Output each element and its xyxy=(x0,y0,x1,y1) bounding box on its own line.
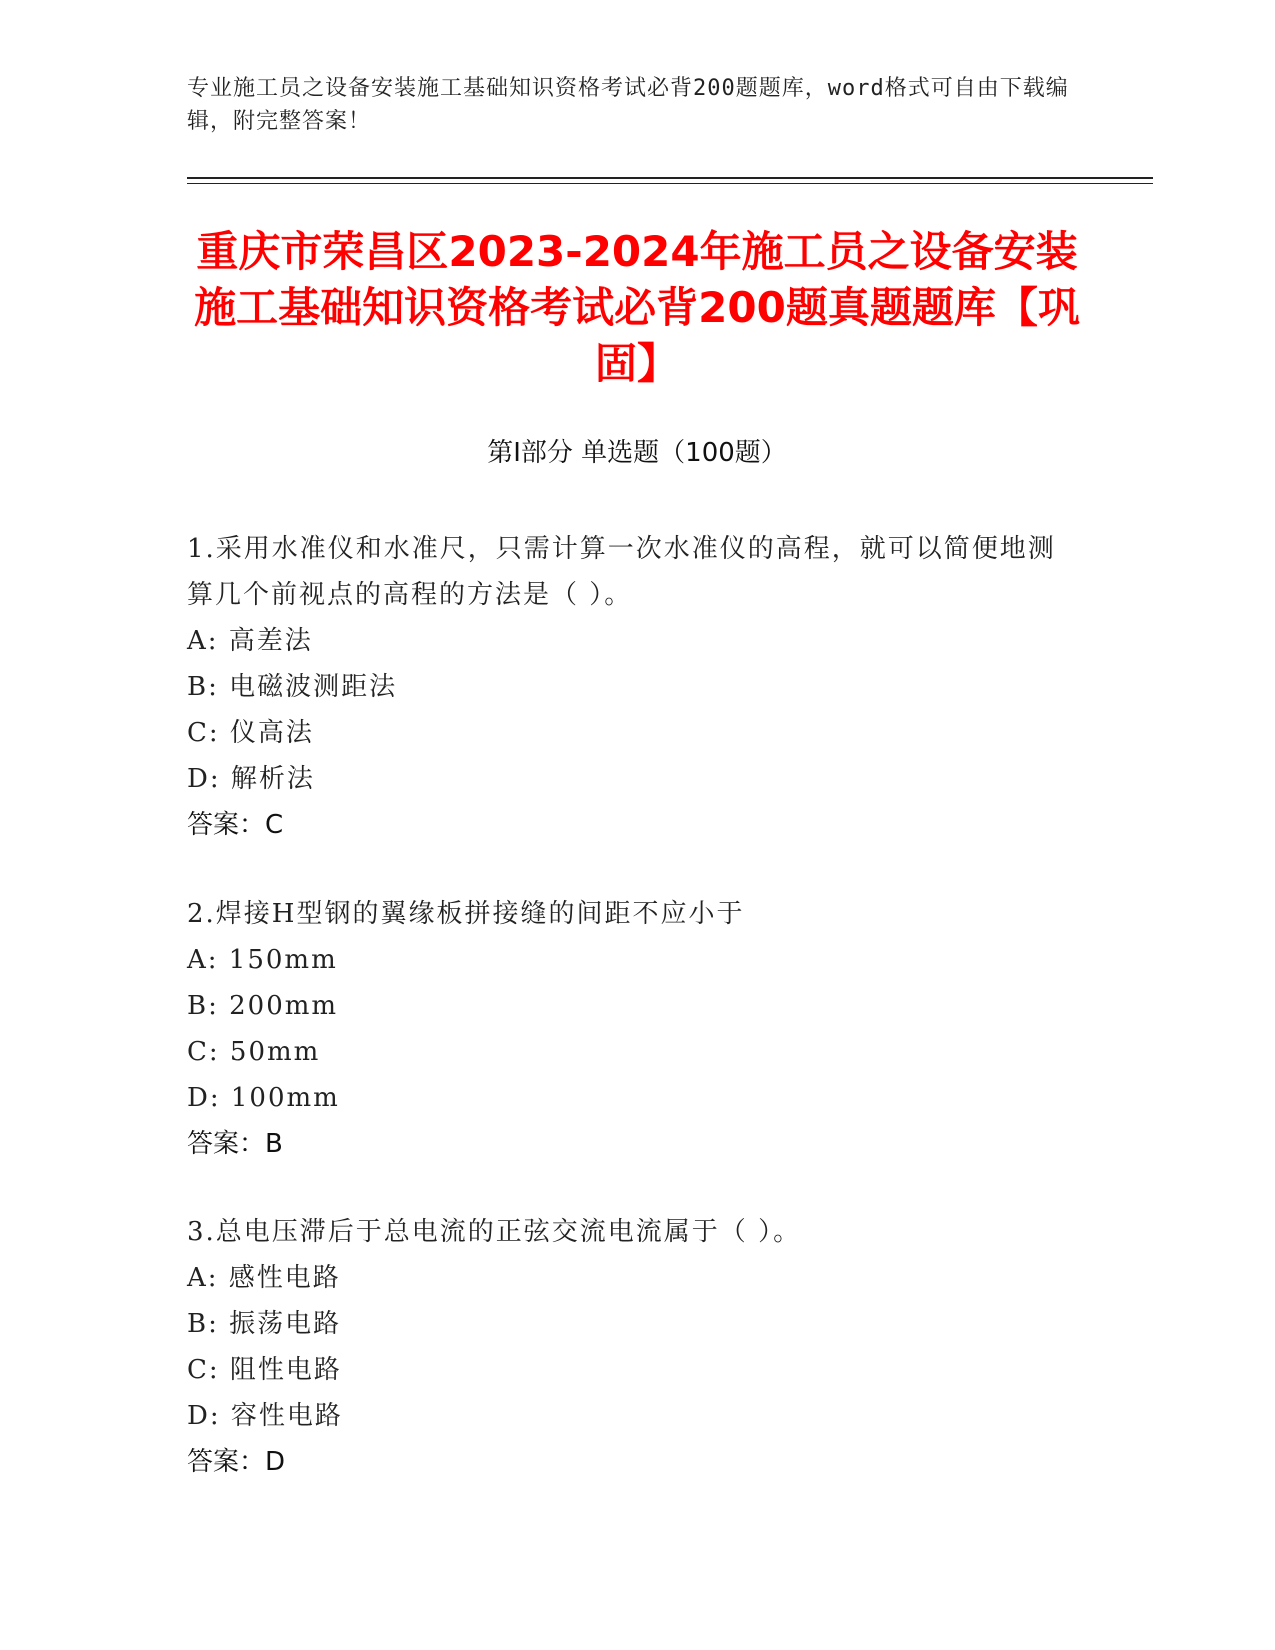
option-a: A: 感性电路 xyxy=(187,1263,341,1293)
header-rule-thick xyxy=(187,177,1153,179)
option-b: B: 振荡电路 xyxy=(187,1309,342,1339)
question-2 xyxy=(187,891,1067,1167)
document-title: 重庆市荣昌区2023-2024年施工员之设备安装施工基础知识资格考试必背200题真题题库【巩固】 xyxy=(194,227,1080,388)
question-stem: 1.采用水准仪和水准尺，只需计算一次水准仪的高程，就可以简便地测算几个前视点的高程的方法是（ ）。 xyxy=(187,534,1056,610)
question-1 xyxy=(187,526,1067,848)
question-stem: 2.焊接H型钢的翼缘板拼接缝的间距不应小于 xyxy=(187,899,745,929)
answer: 答案：C xyxy=(187,810,284,840)
question-stem: 3.总电压滞后于总电流的正弦交流电流属于（ ）。 xyxy=(187,1217,802,1247)
option-a: A: 高差法 xyxy=(187,626,313,656)
question-3 xyxy=(187,1209,1067,1485)
header-rule-thin xyxy=(187,183,1153,184)
option-c: C: 50mm xyxy=(187,1037,321,1067)
option-c: C: 阻性电路 xyxy=(187,1355,342,1385)
option-b: B: 电磁波测距法 xyxy=(187,672,398,702)
option-c: C: 仪高法 xyxy=(187,718,314,748)
answer: 答案：B xyxy=(187,1129,283,1159)
option-d: D: 解析法 xyxy=(187,764,315,794)
option-b: B: 200mm xyxy=(187,991,339,1021)
option-d: D: 容性电路 xyxy=(187,1401,343,1431)
option-a: A: 150mm xyxy=(187,945,338,975)
answer: 答案：D xyxy=(187,1447,286,1477)
section-title: 第Ⅰ部分 单选题（100题） xyxy=(487,438,787,468)
header-note: 专业施工员之设备安装施工基础知识资格考试必背200题题库，word格式可自由下载编辑，附完整答案！ xyxy=(187,76,1069,134)
option-d: D: 100mm xyxy=(187,1083,340,1113)
